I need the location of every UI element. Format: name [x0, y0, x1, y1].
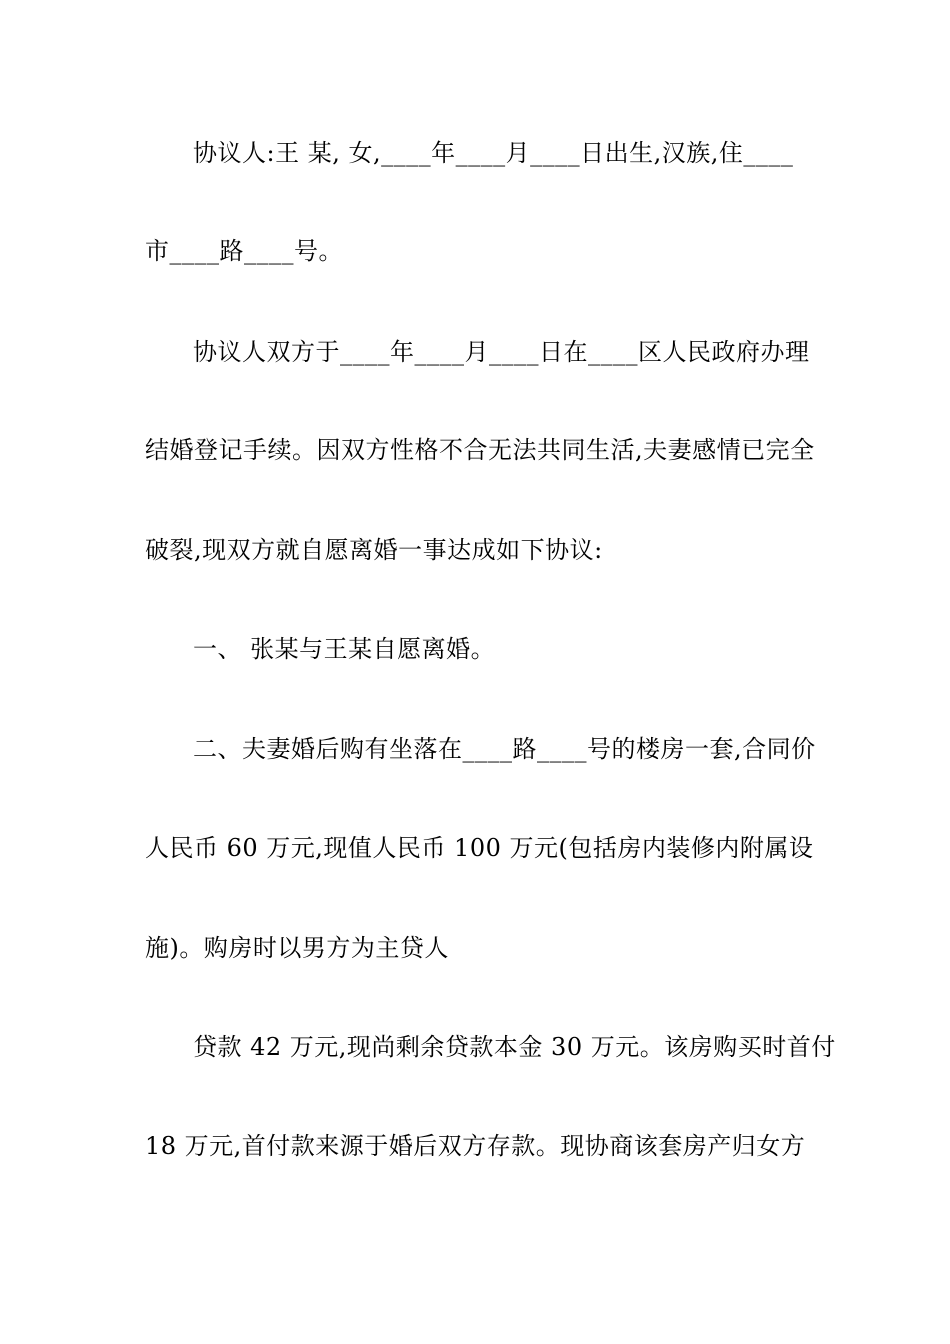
paragraph-line-1: 协议人:王 某, 女,____年____月____日出生,汉族,住____: [193, 139, 794, 167]
paragraph-line-9: 贷款 42 万元,现尚剩余贷款本金 30 万元。该房购买时首付: [193, 1033, 836, 1061]
paragraph-line-4: 结婚登记手续。因双方性格不合无法共同生活,夫妻感情已完全: [145, 436, 815, 464]
paragraph-line-10: 18 万元,首付款来源于婚后双方存款。现协商该套房产归女方: [145, 1132, 806, 1160]
paragraph-line-8: 施)。购房时以男方为主贷人: [145, 934, 449, 962]
agreement-item-2: 二、夫妻婚后购有坐落在____路____号的楼房一套,合同价: [193, 735, 816, 763]
paragraph-line-2: 市____路____号。: [145, 237, 343, 265]
paragraph-line-3: 协议人双方于____年____月____日在____区人民政府办理: [193, 338, 810, 366]
paragraph-line-7: 人民币 60 万元,现值人民币 100 万元(包括房内装修内附属设: [145, 834, 814, 862]
paragraph-line-5: 破裂,现双方就自愿离婚一事达成如下协议:: [145, 536, 603, 564]
agreement-item-1: 一、 张某与王某自愿离婚。: [193, 635, 496, 663]
